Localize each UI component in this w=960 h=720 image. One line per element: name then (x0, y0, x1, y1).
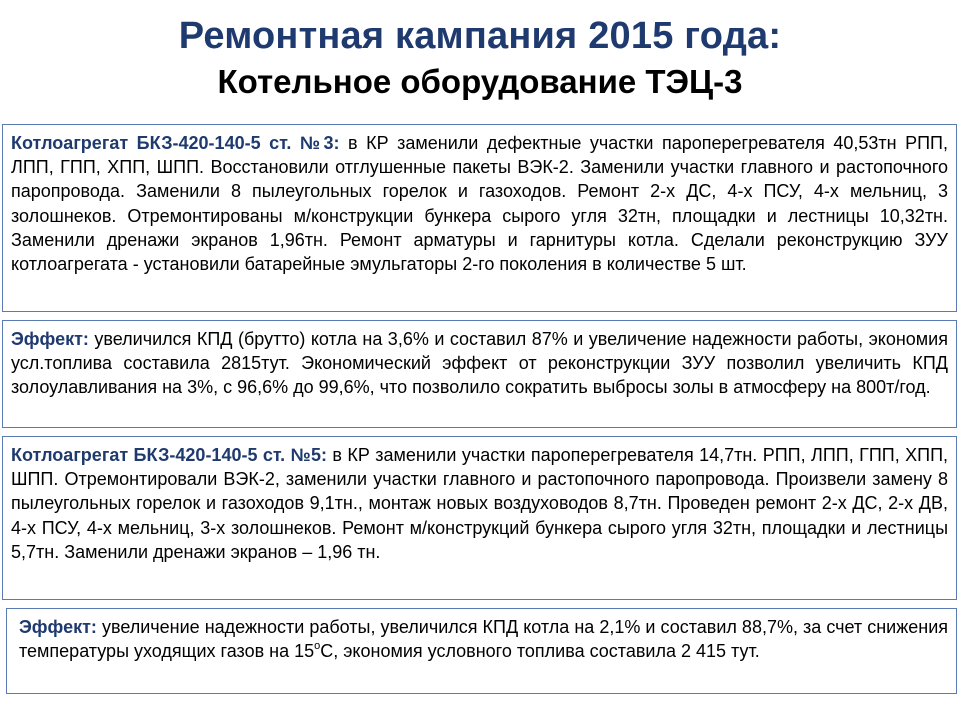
page-title: Ремонтная кампания 2015 года: (178, 15, 782, 57)
boiler-5-effect-text-after: С, экономия условного топлива составила 2 415 тут. (320, 641, 760, 662)
boiler-5-block (2, 436, 957, 600)
boiler-3-text: в КР заменили дефектные участки пароперегревателя 40,53тн РПП, ЛПП, ГПП, ХПП, ШПП. Восстановили отглушенные пакеты ВЭК-2. Заменили участки главного и растопочного паропровода. Заменили 8 пылеугольных горелок и газоходов. Ремонт 2-х ДС, 4-х ПСУ, 4-х мельниц, 3 золошнеков. Отремонтированы м/конструкции бункера сырого угля 32тн, площадки и лестницы 10,32тн. Заменили дренажи экранов 1,96тн. Ремонт арматуры и гарнитуры котла. Сделали реконструкцию ЗУУ котлоагрегата - установили батарейные эмульгаторы 2-го поколения в количестве 5 шт. (11, 133, 948, 275)
boiler-5-effect-block (6, 608, 957, 694)
boiler-3-effect-block (2, 320, 957, 428)
boiler-3-effect-text: увеличился КПД (брутто) котла на 3,6% и составил 87% и увеличение надежности работы, экономия усл.топлива составила 2815тут. Экономический эффект от реконструкции ЗУУ позволил увеличить КПД золоулавливания на 3%, с 96,6% до 99,6%, что позволило сократить выбросы золы в атмосферу на 800т/год. (11, 329, 948, 398)
boiler-5-effect-text-before: увеличение надежности работы, увеличился КПД котла на 2,1% и составил 88,7%, за счет снижения температуры уходящих газов на 15 (19, 617, 948, 662)
degree-superscript: о (314, 640, 321, 653)
boiler-5-effect-heading: Эффект: (19, 617, 97, 637)
boiler-5-text: в КР заменили участки пароперегревателя 14,7тн. РПП, ЛПП, ГПП, ХПП, ШПП. Отремонтировали ВЭК-2, заменили участки главного и растопочного паропровода. Произвели замену 8 пылеугольных горелок и газоходов 9,1тн., монтаж новых воздуховодов 8,7тн. Проведен ремонт 2-х ДС, 2-х ДВ, 4-х ПСУ, 4-х мельниц, 3-х золошнеков. Ремонт м/конструкций бункера сырого угля 32тн, площадки и лестницы 5,7тн. Заменили дренажи экранов – 1,96 тн. (11, 445, 949, 562)
boiler-5-heading: Котлоагрегат БКЗ-420-140-5 ст. №5: (11, 445, 328, 465)
boiler-3-effect-heading: Эффект: (11, 329, 89, 349)
page-subtitle: Котельное оборудование ТЭЦ-3 (217, 63, 743, 100)
boiler-3-block (2, 124, 957, 312)
boiler-3-heading: Котлоагрегат БКЗ-420-140-5 ст. №3: (11, 133, 340, 153)
